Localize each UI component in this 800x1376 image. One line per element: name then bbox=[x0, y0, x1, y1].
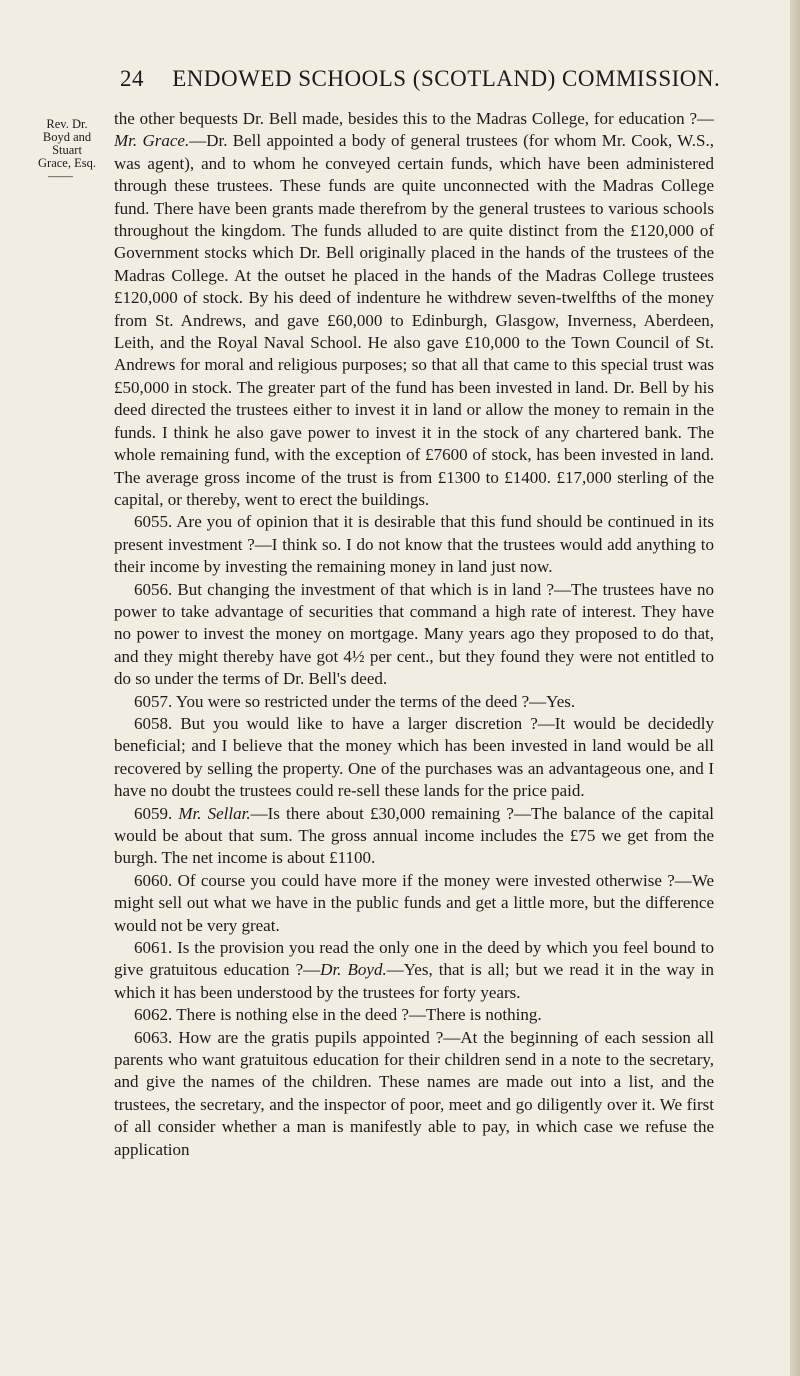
page-edge bbox=[790, 0, 800, 1376]
paragraph bbox=[114, 1027, 714, 1161]
paragraph bbox=[114, 108, 714, 511]
paragraph bbox=[114, 713, 714, 803]
paragraph-text: 6061. Is the provision you read the only one in the deed by which you feel bound to give gratuitous education ?— bbox=[114, 938, 714, 980]
paragraph-text: 6060. Of course you could have more if the money were invested otherwise ?—We might sell out what we have in the public funds and get a little more, but the difference would not be very great. bbox=[114, 870, 714, 935]
margin-note-line: Rev. Dr. bbox=[46, 117, 88, 131]
body-text bbox=[114, 108, 714, 1161]
speaker-name: Mr. Sellar. bbox=[178, 803, 251, 823]
margin-note-line: Boyd and bbox=[42, 130, 92, 144]
paragraph-text: —Is there about £30,000 remaining ?—The balance of the capital would be about that sum. The gross annual income includes the £75 we get from the burgh. The net income is about £1100. bbox=[114, 803, 715, 868]
margin-note-line: Grace, Esq. bbox=[38, 156, 96, 170]
paragraph bbox=[114, 579, 714, 691]
paragraph bbox=[114, 1004, 714, 1026]
paragraph-text: 6055. Are you of opinion that it is desirable that this fund should be continued in its present investment ?—I think so. I do not know that the trustees would add anything to their income by investing the remaining money in land just now. bbox=[114, 512, 714, 577]
paragraph-text: 6057. You were so restricted under the terms of the deed ?—Yes. bbox=[134, 691, 576, 711]
paragraph-text: —Yes, that is all; but we read it in the way in which it has been understood by the trustees for forty years. bbox=[114, 960, 715, 1002]
page-number: 24 bbox=[120, 66, 144, 91]
paragraph-text: 6062. There is nothing else in the deed ?—There is nothing. bbox=[134, 1005, 542, 1025]
speaker-name: Mr. Grace. bbox=[114, 131, 190, 151]
paragraph-text: —Dr. Bell appointed a body of general trustees (for whom Mr. Cook, W.S., was agent), and to whom he conveyed certain funds, which have been administered through these trustees. These funds are quite unconnected with the Madras College fund. There have been grants made therefrom by the general trustees to various schools throughout the kingdom. The funds alluded to are quite distinct from the £120,000 of Government stocks which Dr. Bell originally placed in the hands of the trustees of the Madras College. At the outset he placed in the hands of the Madras College trustees £120,000 of stock. By his deed of indenture he withdrew seven-twelfths of the money from St. Andrews, and gave £60,000 to Edinburgh, Glasgow, Inverness, Aberdeen, Leith, and the Royal Naval School. He also gave £10,000 to the Town Council of St. Andrews for moral and religious purposes; so that all that came to this special trust was £50,000 in stock. The greater part of the fund has been invested in land. Dr. Bell by his deed directed the trustees either to invest it in land or allow the money to remain in the funds. I think he also gave power to invest it in the stock of any chartered bank. The whole remaining fund, with the exception of £7600 of stock, has been invested in land. The average gross income of the trust is from £1300 to £1400. £17,000 sterling of the capital, or thereby, went to erect the buildings. bbox=[114, 131, 714, 509]
paragraph bbox=[114, 511, 714, 578]
margin-note bbox=[34, 118, 100, 183]
paragraph-text: 6063. How are the gratis pupils appointed ?—At the beginning of each session all parents who want gratuitous education for their children send in a note to the secretary, and give the names of the children. These names are made out into a list, and the trustees, the secretary, and the inspector of poor, meet and go diligently over it. We first of all consider whether a man is manifestly able to pay, in which case we refuse the application bbox=[114, 1027, 714, 1159]
paragraph-text: 6058. But you would like to have a larger discretion ?—It would be decidedly beneficial; and I believe that the money which has been invested in land would be all recovered by selling the property. One of the purchases was an advantageous one, and I have no doubt the trustees could re-sell these lands for the price paid. bbox=[114, 713, 714, 801]
margin-note-dash: —— bbox=[48, 169, 73, 183]
paragraph bbox=[114, 870, 714, 937]
running-title: ENDOWED SCHOOLS (SCOTLAND) COMMISSION. bbox=[172, 66, 721, 91]
paragraph bbox=[114, 691, 714, 713]
paragraph-text: 6056. But changing the investment of that which is in land ?—The trustees have no power to take advantage of securities that command a high rate of interest. They have no power to invest the money on mortgage. Many years ago they proposed to do that, and they might thereby have got 4½ per cent., but they found they were not entitled to do so under the terms of Dr. Bell's deed. bbox=[114, 579, 714, 689]
speaker-name: Dr. Boyd. bbox=[320, 960, 387, 980]
page-header bbox=[120, 66, 721, 92]
paragraph bbox=[114, 937, 714, 1004]
paragraph bbox=[114, 803, 714, 870]
margin-note-line: Stuart bbox=[52, 143, 82, 157]
paragraph-text: the other bequests Dr. Bell made, besides this to the Madras College, for education ?— bbox=[114, 109, 714, 128]
paragraph-text: 6059. bbox=[134, 803, 179, 823]
